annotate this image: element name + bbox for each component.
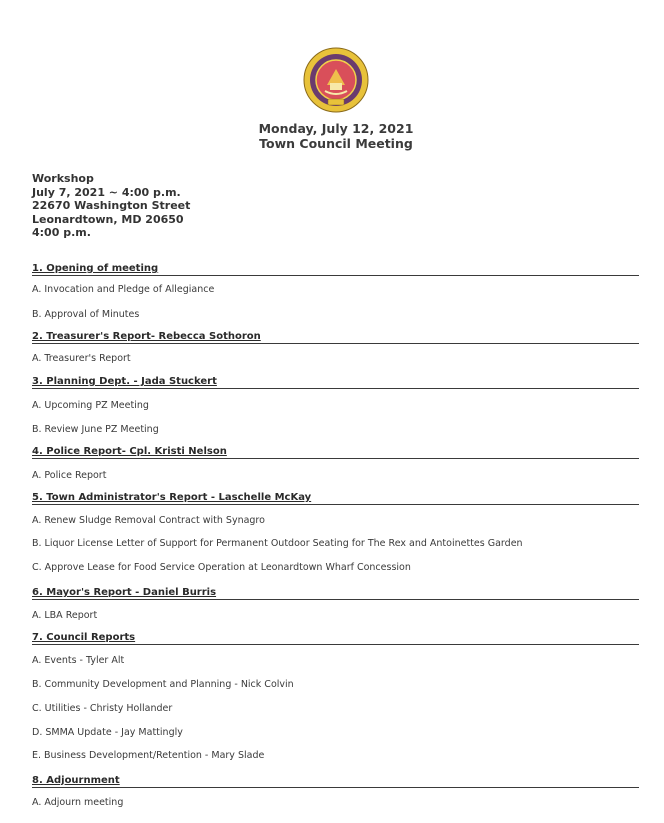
meeting-title xyxy=(0,121,664,151)
meeting-date: Monday, July 12, 2021 xyxy=(258,121,414,136)
meeting-time: 4:00 p.m. xyxy=(32,226,91,239)
agenda-item: B. Approval of Minutes xyxy=(32,309,140,320)
agenda-item: A. Events - Tyler Alt xyxy=(32,655,125,666)
agenda-item: A. Invocation and Pledge of Allegiance xyxy=(32,284,215,295)
section-heading-treasurer xyxy=(32,331,639,344)
agenda-item: E. Business Development/Retention - Mary Slade xyxy=(32,750,265,761)
meeting-type: Workshop xyxy=(32,172,94,185)
agenda-item: A. Treasurer's Report xyxy=(32,353,131,364)
section-heading-council xyxy=(32,632,639,645)
section-heading-text: 8. Adjournment xyxy=(32,775,120,786)
agenda-item: A. Police Report xyxy=(32,470,107,481)
meeting-datetime: July 7, 2021 ~ 4:00 p.m. xyxy=(32,185,181,199)
section-heading-text: 2. Treasurer's Report- Rebecca Sothoron xyxy=(32,331,261,342)
section-heading-text: 3. Planning Dept. - Jada Stuckert xyxy=(32,376,217,387)
meeting-city: Leonardtown, MD 20650 xyxy=(32,212,184,226)
section-heading-text: 7. Council Reports xyxy=(32,632,136,643)
agenda-item: C. Approve Lease for Food Service Operation at Leonardtown Wharf Concession xyxy=(32,562,411,573)
agenda-item: A. Upcoming PZ Meeting xyxy=(32,400,149,411)
section-heading-planning xyxy=(32,376,639,389)
agenda-item: A. Renew Sludge Removal Contract with Synagro xyxy=(32,515,265,526)
section-heading-text: 1. Opening of meeting xyxy=(32,263,159,274)
agenda-item: C. Utilities - Christy Hollander xyxy=(32,703,173,714)
section-heading-text: 6. Mayor's Report - Daniel Burris xyxy=(32,587,217,598)
agenda-item: A. Adjourn meeting xyxy=(32,797,124,808)
section-heading-mayor xyxy=(32,587,639,600)
agenda-item: B. Review June PZ Meeting xyxy=(32,424,159,435)
agenda-item: D. SMMA Update - Jay Mattingly xyxy=(32,727,183,738)
agenda-item: B. Liquor License Letter of Support for Permanent Outdoor Seating for The Rex and Antoinettes Garden xyxy=(32,538,523,549)
section-heading-text: 4. Police Report- Cpl. Kristi Nelson xyxy=(32,446,227,457)
agenda-item: B. Community Development and Planning - Nick Colvin xyxy=(32,679,294,690)
section-heading-administrator xyxy=(32,492,639,505)
meeting-info xyxy=(32,172,190,240)
section-heading-opening xyxy=(32,263,639,276)
town-seal-graphic xyxy=(303,47,369,113)
section-heading-adjournment xyxy=(32,775,639,788)
section-heading-police xyxy=(32,446,639,459)
town-seal xyxy=(303,47,369,113)
meeting-street: 22670 Washington Street xyxy=(32,199,191,212)
meeting-name: Town Council Meeting xyxy=(259,136,413,151)
section-heading-text: 5. Town Administrator's Report - Laschelle McKay xyxy=(32,492,312,503)
agenda-item: A. LBA Report xyxy=(32,610,98,621)
